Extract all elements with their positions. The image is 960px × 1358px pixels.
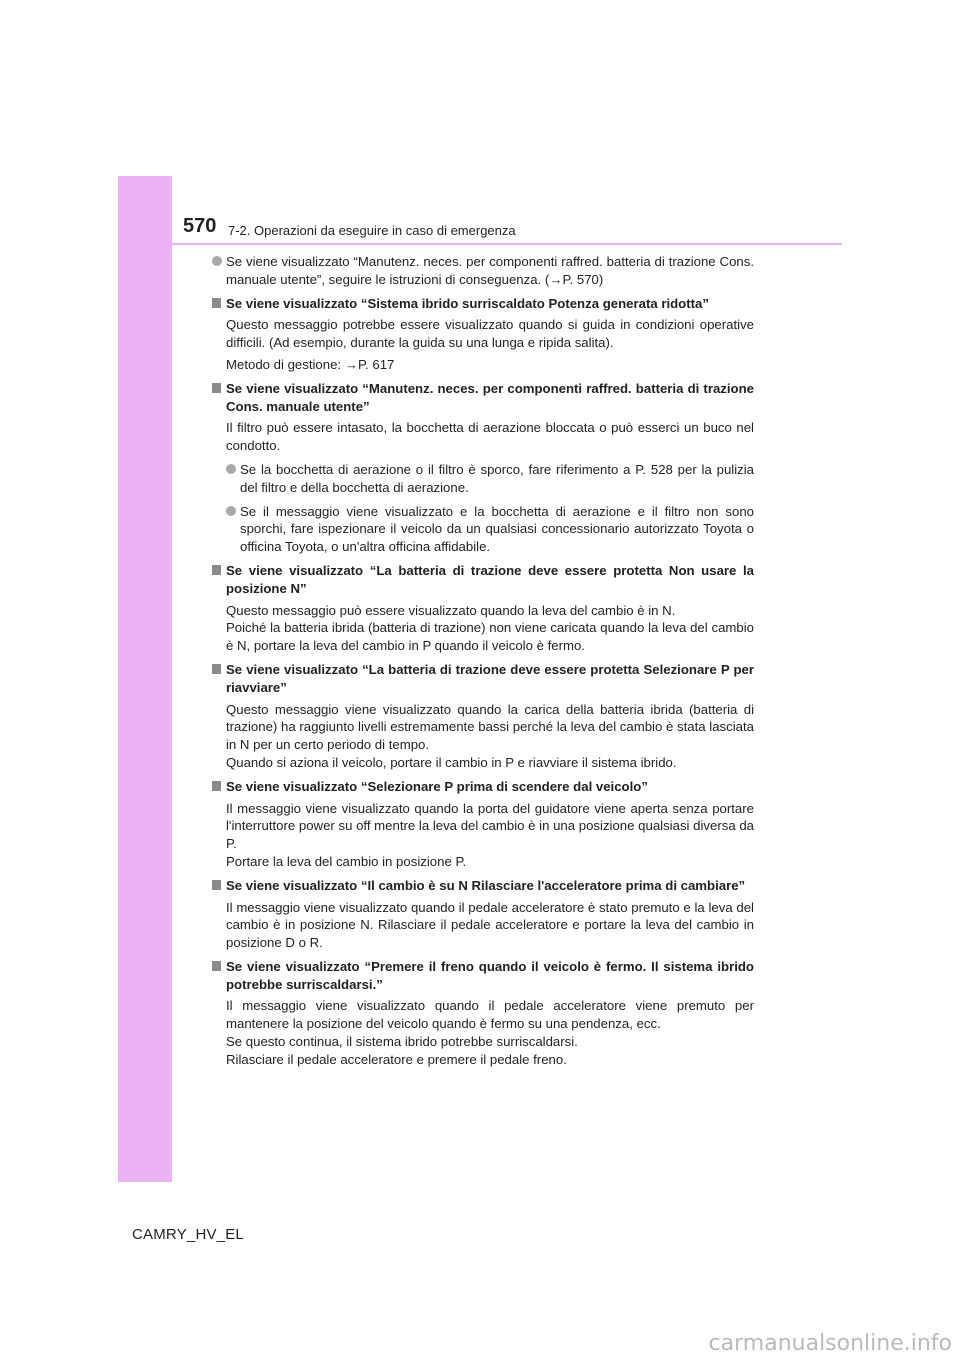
- square-bullet-icon: [212, 383, 221, 393]
- section-select-p-before-exit: [212, 778, 754, 871]
- intro-bullet: [212, 253, 754, 289]
- chapter-sidebar-tab: [118, 176, 172, 1182]
- section-paragraph: Questo messaggio può essere visualizzato quando la leva del cambio è in N. Poiché la batteria ibrida (batteria di trazione) non viene caricata quando la leva del cambio è N, portare la leva del cambio in P quando il veicolo è fermo.: [226, 602, 754, 654]
- section-select-p-to-restart: [212, 661, 754, 772]
- square-bullet-icon: [212, 565, 221, 575]
- square-bullet-icon: [212, 781, 221, 791]
- section-heading: Se viene visualizzato “Il cambio è su N Rilasciare l'acceleratore prima di cambiare”: [212, 877, 754, 895]
- page-number: 570: [183, 215, 217, 237]
- section-title: 7-2. Operazioni da eseguire in caso di emergenza: [228, 223, 516, 238]
- section-release-accelerator: [212, 877, 754, 952]
- section-heading: Se viene visualizzato “La batteria di trazione deve essere protetta Selezionare P per riavviare”: [212, 661, 754, 697]
- section-paragraph: Il messaggio viene visualizzato quando il pedale acceleratore è stato premuto e la leva del cambio è in posizione N. Rilasciare il pedale acceleratore e portare la leva del cambio in posizione D o R.: [226, 899, 754, 951]
- section-hybrid-overheated: [212, 295, 754, 374]
- header-divider: [172, 243, 842, 245]
- section-heading: Se viene visualizzato “Manutenz. neces. per componenti raffred. batteria di trazione Cons. manuale utente”: [212, 380, 754, 416]
- bullet-dot-icon: [226, 506, 236, 516]
- section-battery-cooling-maintenance: [212, 380, 754, 556]
- bullet-dot-icon: [212, 256, 222, 266]
- square-bullet-icon: [212, 880, 221, 890]
- section-press-brake: [212, 958, 754, 1069]
- intro-bullet-text: Se viene visualizzato “Manutenz. neces. per componenti raffred. batteria di trazione Cons. manuale utente”, seguire le istruzioni di conseguenza. (→P. 570): [226, 254, 754, 287]
- list-item: Se la bocchetta di aerazione o il filtro è sporco, fare riferimento a P. 528 per la pulizia del filtro e della bocchetta di aerazione.: [226, 461, 754, 497]
- handling-method-reference: Metodo di gestione: →P. 617: [226, 356, 395, 372]
- square-bullet-icon: [212, 961, 221, 971]
- section-heading: Se viene visualizzato “Premere il freno quando il veicolo è fermo. Il sistema ibrido potrebbe surriscaldarsi.”: [212, 958, 754, 994]
- section-heading: Se viene visualizzato “Sistema ibrido surriscaldato Potenza generata ridotta”: [212, 295, 754, 313]
- section-paragraph: Il messaggio viene visualizzato quando il pedale acceleratore viene premuto per mantenere la posizione del veicolo quando è fermo su una pendenza, ecc. Se questo continua, il sistema ibrido potrebbe surriscaldarsi. Rilasciare il pedale acceleratore e premere il pedale freno.: [226, 998, 754, 1067]
- section-paragraph: Il filtro può essere intasato, la bocchetta di aerazione bloccata o può esserci un buco nel condotto.: [226, 420, 754, 454]
- page-content: [212, 253, 754, 1075]
- bullet-dot-icon: [226, 464, 236, 474]
- section-do-not-use-n: [212, 562, 754, 655]
- square-bullet-icon: [212, 664, 221, 674]
- model-code: CAMRY_HV_EL: [132, 1226, 244, 1243]
- section-paragraph: Questo messaggio potrebbe essere visualizzato quando si guida in condizioni operative difficili. (Ad esempio, durante la guida su una lunga e ripida salita).: [226, 317, 754, 351]
- list-item: Se il messaggio viene visualizzato e la bocchetta di aerazione e il filtro non sono sporchi, fare ispezionare il veicolo da un qualsiasi concessionario autorizzato Toyota o officina Toyota, o un'altra officina affidabile.: [226, 503, 754, 556]
- section-paragraph: Questo messaggio viene visualizzato quando la carica della batteria ibrida (batteria di trazione) ha raggiunto livelli estremamente bassi perché la leva del cambio è stata lasciata in N per un certo periodo di tempo. Quando si aziona il veicolo, portare il cambio in P e riavviare il sistema ibrido.: [226, 701, 754, 770]
- section-heading: Se viene visualizzato “Selezionare P prima di scendere dal veicolo”: [212, 778, 754, 796]
- section-heading: Se viene visualizzato “La batteria di trazione deve essere protetta Non usare la posizione N”: [212, 562, 754, 598]
- sub-bullet-list: [212, 461, 754, 556]
- square-bullet-icon: [212, 298, 221, 308]
- watermark: carmanualsonline.info: [708, 1331, 952, 1356]
- section-paragraph: Il messaggio viene visualizzato quando la porta del guidatore viene aperta senza portare l'interruttore power su off mentre la leva del cambio è in una posizione qualsiasi diversa da P. Portare la leva del cambio in posizione P.: [226, 800, 754, 869]
